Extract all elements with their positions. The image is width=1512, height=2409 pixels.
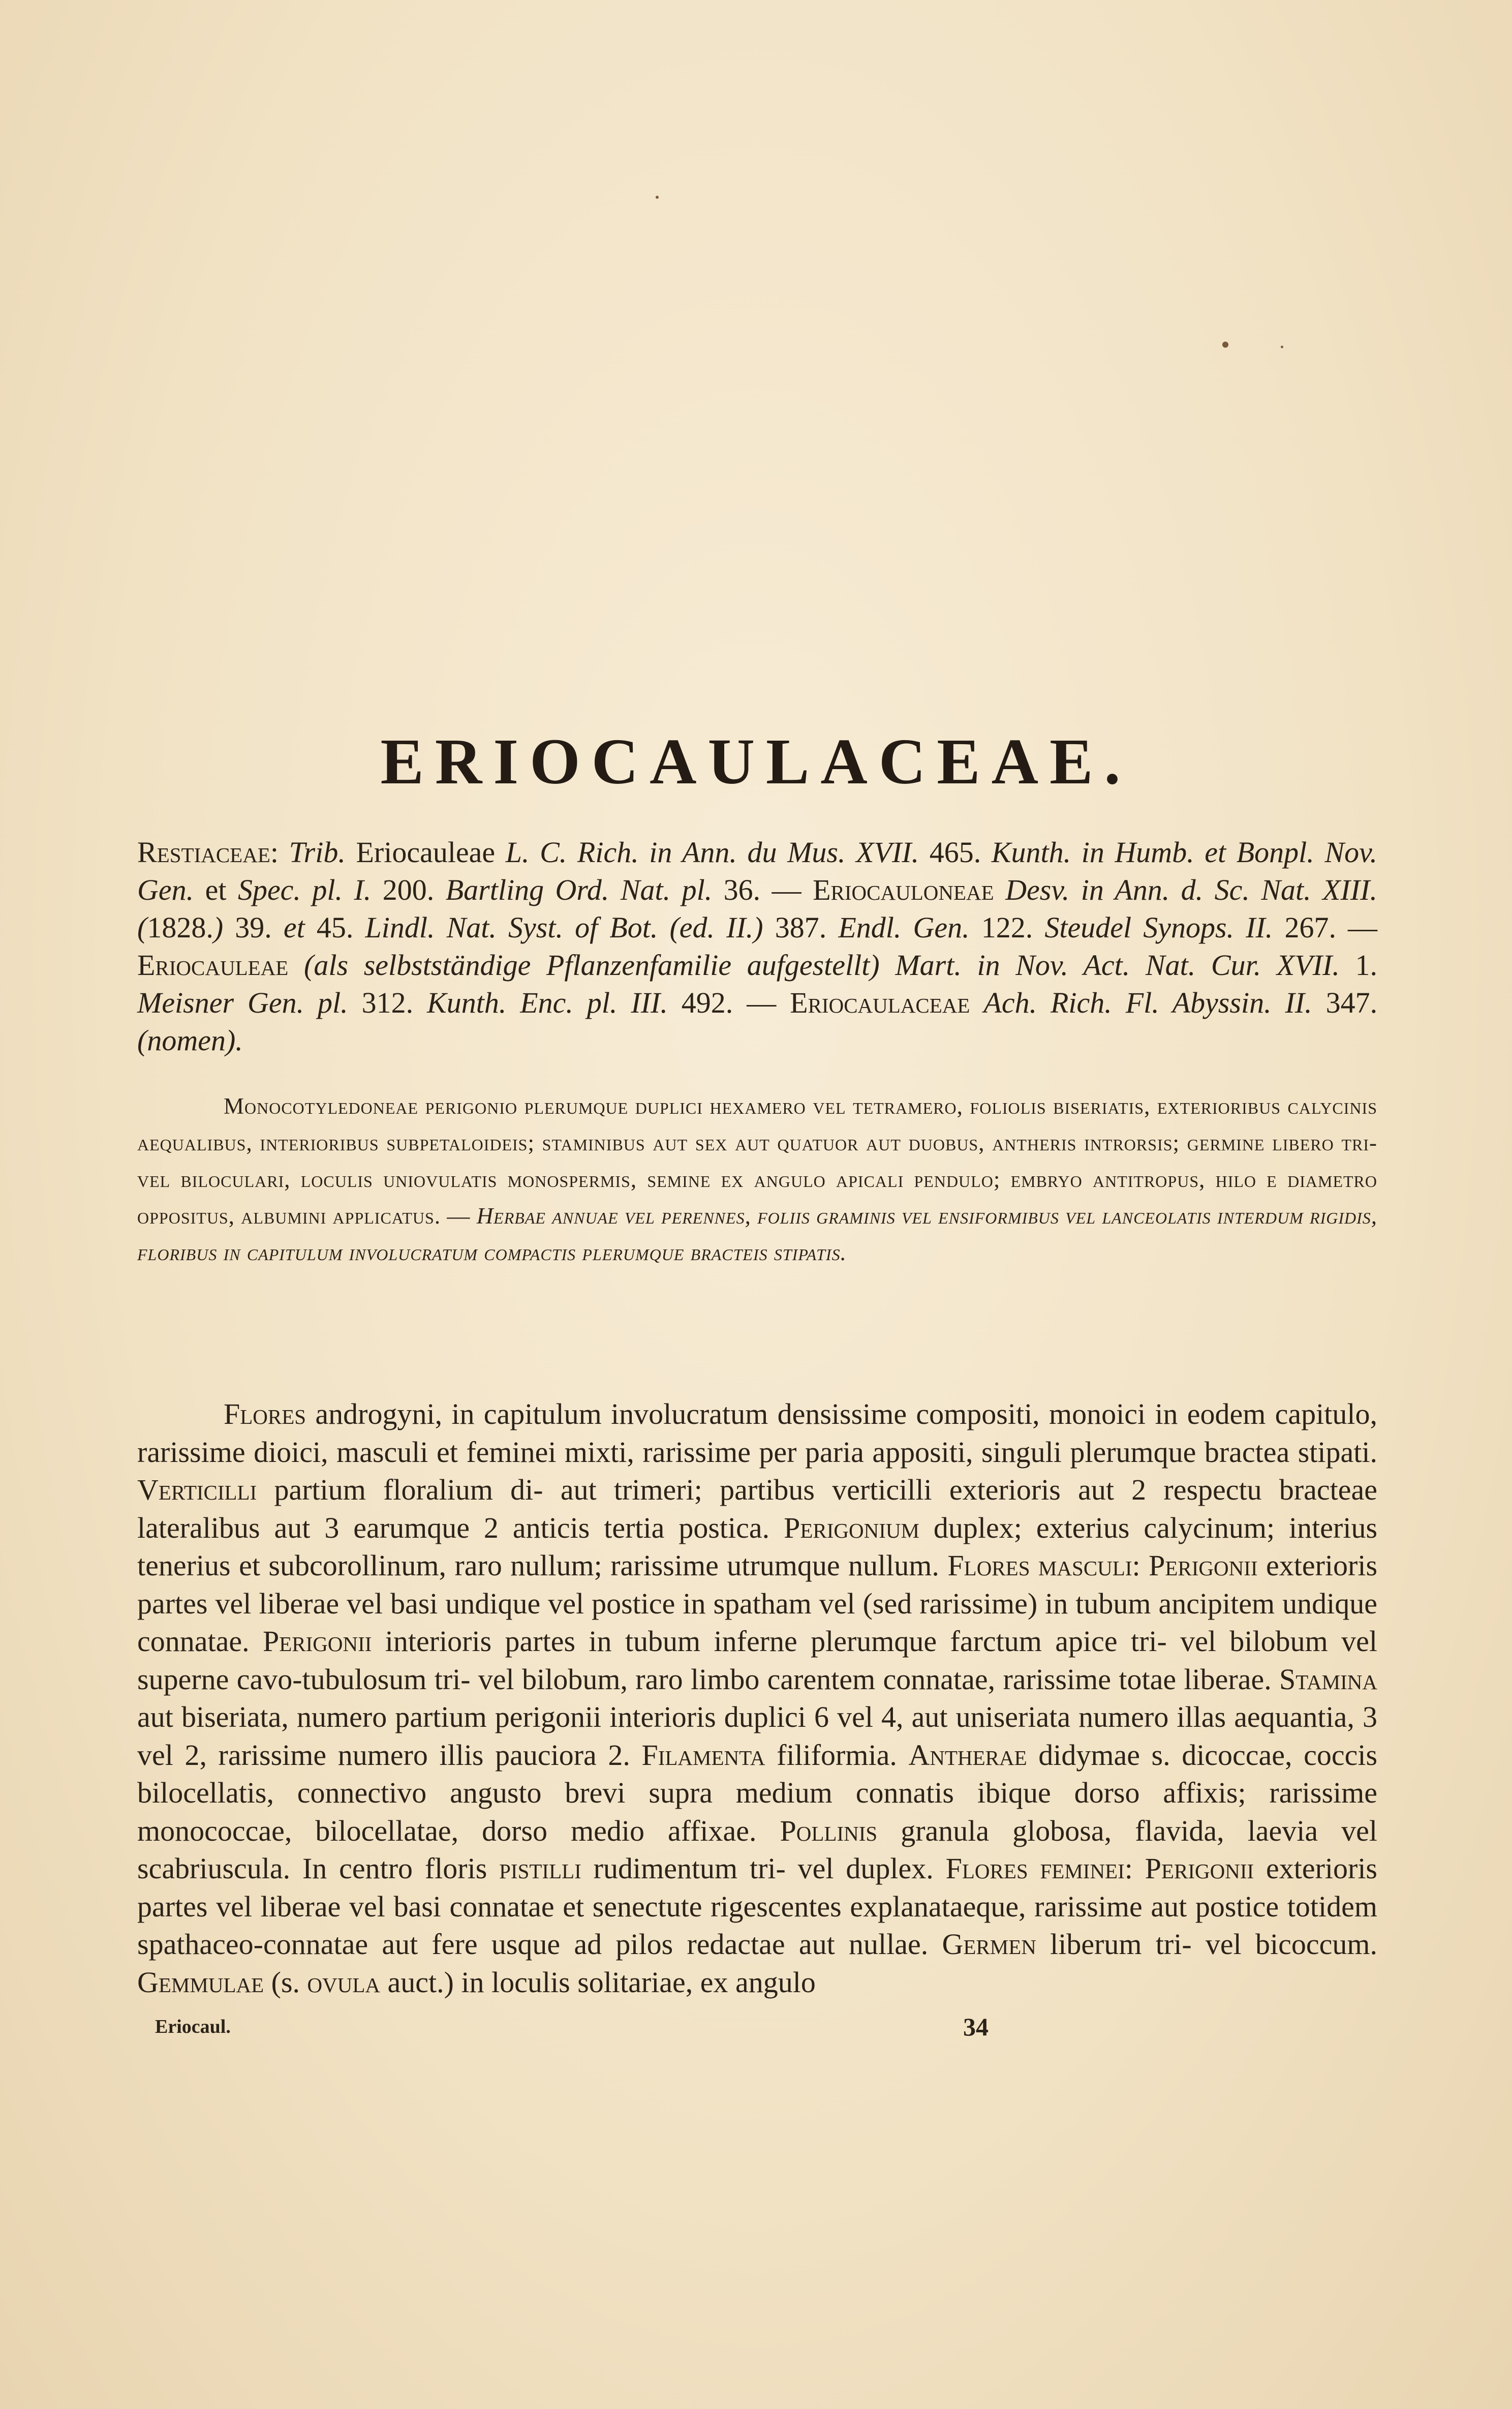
ref-text: Kunth. in Humb. et Bonpl. Nov. Gen. (137, 836, 1378, 906)
body-text: aut biseriata, numero partium perigonii interioris duplici 6 vel 4, aut uniseriata numero illas aequantia, 3 vel 2, rarissime numero illis pauciora 2. (137, 1700, 1377, 1772)
references-paragraph (137, 834, 1377, 1059)
body-text: rudimentum tri- vel duplex. (593, 1852, 934, 1885)
ref-text: Restiaceae: (137, 836, 279, 869)
ref-text: 36. — (723, 873, 801, 906)
character-text: Monocotyledoneae perigonio plerumque duplici hexamero vel tetramero, foliolis biseriatis, exterioribus calycinis aequalibus, interioribus subpetaloideis; staminibus aut sex aut quatuor aut duobus, antheris introrsis; germine libero tri- vel biloculari, loculis uniovulatis monospermis, semine ex angulo apicali pendulo; embryo antitropus, hilo e diametro oppositus, albumini applicatus. — (137, 1093, 1377, 1229)
ref-text: 45. (316, 911, 354, 944)
term: pistilli (499, 1852, 581, 1885)
body-text: liberum tri- vel bicoccum. (1050, 1928, 1378, 1961)
ref-text: et (205, 873, 227, 906)
family-character-paragraph (137, 1088, 1377, 1271)
body-text: didymae s. dicoccae, coccis bilocellatis, connectivo angusto brevi supra medium connatis ibique dorso affixis; rarissime monococcae, bilocellatae, dorso medio affixae. (137, 1738, 1378, 1847)
ref-text: Endl. Gen. (838, 911, 970, 944)
body-text: exterioris partes vel liberae vel basi connatae et senectute rigescentes explanataeque, rarissime aut postice totidem spathaceo-connatae aut fere usque ad pilos redactae aut nullae. (137, 1852, 1377, 1961)
body-text: filiformia. (777, 1738, 897, 1772)
ref-text: 267. — (1284, 911, 1378, 944)
ref-text: L. C. Rich. in Ann. du Mus. XVII. (505, 836, 919, 869)
term: Gemmulae (137, 1965, 264, 1999)
signature-mark: Eriocaul. (155, 2016, 231, 2037)
ref-text: 39. (235, 911, 272, 944)
paper-speck (656, 196, 659, 199)
body-text: (s. (271, 1965, 300, 1999)
ref-text: ) (213, 911, 224, 944)
ref-text: Eriocauleae (137, 949, 289, 982)
ref-text: 347. (1325, 986, 1378, 1019)
ref-text: 1828. (147, 911, 213, 944)
term: Perigonii (1149, 1549, 1258, 1582)
ref-text: 312. (361, 986, 414, 1019)
ref-text: 200. (382, 873, 435, 906)
ref-text: Bartling Ord. Nat. pl. (445, 873, 713, 906)
term: Flores feminei: (945, 1852, 1133, 1885)
body-text: auct.) in loculis solitariae, ex angulo (387, 1965, 816, 1999)
ref-text: 465. (929, 836, 981, 869)
term: Perigonium (784, 1511, 919, 1544)
ref-text: 387. (775, 911, 827, 944)
ref-text: Desv. in Ann. d. Sc. Nat. XIII. ( (137, 873, 1377, 944)
ref-text: Steudel Synops. II. (1044, 911, 1273, 944)
ref-text: Lindl. Nat. Syst. of Bot. (ed. II.) (365, 911, 763, 944)
paper-speck (1222, 342, 1228, 348)
term: Filamenta (641, 1738, 765, 1772)
ref-text: 1. (1355, 949, 1378, 982)
ref-text: Eriocauleae (356, 836, 496, 869)
ref-text: Spec. pl. I. (237, 873, 372, 906)
ref-text: Eriocaulaceae (790, 986, 970, 1019)
body-text: duplex; exterius calycinum; interius tenerius et subcorollinum, raro nullum; rarissime utrumque nullum. (137, 1511, 1378, 1582)
description-paragraph (137, 1395, 1377, 2001)
character-habit-text: Herbae annuae vel perennes, foliis graminis vel ensiformibus vel lanceolatis interdum rigidis, floribus in capitulum involucratum compactis plerumque bracteis stipatis. (137, 1203, 1378, 1265)
ref-text: Kunth. Enc. pl. III. (427, 986, 668, 1019)
body-text: granula globosa, flavida, laevia vel scabriuscula. In centro floris (137, 1814, 1378, 1885)
page-number: 34 (963, 2012, 989, 2041)
term: Verticilli (137, 1473, 257, 1506)
ref-text: Trib. (289, 836, 346, 869)
ref-text: 492. — (681, 986, 777, 1019)
term: Germen (942, 1928, 1036, 1961)
page-title: ERIOCAULACEAE. (380, 725, 1132, 798)
ref-text: Ach. Rich. Fl. Abyssin. II. (983, 986, 1312, 1019)
ref-text: Meisner Gen. pl. (137, 986, 348, 1019)
ref-text: (nomen). (137, 1024, 243, 1057)
body-text: interioris partes in tubum inferne plerumque farctum apice tri- vel bilobum vel superne cavo-tubulosum tri- vel bilobum, raro limbo carentem connatae, rarissime totae liberae. (137, 1625, 1377, 1696)
term: Pollinis (780, 1814, 878, 1847)
body-text: exterioris partes vel liberae vel basi undique vel postice in spatham vel (sed rarissime) in tubum ancipitem undique connatae. (137, 1549, 1378, 1658)
paper-speck (1281, 346, 1283, 348)
term: Antherae (908, 1738, 1027, 1772)
term: Stamina (1279, 1662, 1378, 1696)
ref-text: Eriocauloneae (813, 873, 994, 906)
term: Flores masculi: (947, 1549, 1140, 1582)
term: Perigonii (1145, 1852, 1254, 1885)
term: Flores (224, 1397, 306, 1430)
term: Perigonii (262, 1625, 372, 1658)
term: ovula (307, 1965, 381, 1999)
ref-text: 122. (981, 911, 1033, 944)
ref-text: (als selbstständige Pflanzenfamilie aufgestellt) Mart. in Nov. Act. Nat. Cur. XVII. (304, 949, 1340, 982)
ref-text: et (283, 911, 305, 944)
body-text: partium floralium di- aut trimeri; partibus verticilli exterioris aut 2 respectu bracteae lateralibus aut 3 earumque 2 anticis tertia postica. (137, 1473, 1377, 1544)
body-text: androgyni, in capitulum involucratum densissime compositi, monoici in eodem capitulo, rarissime dioici, masculi et feminei mixti, rarissime per paria appositi, singuli plerumque bractea stipati. (137, 1397, 1377, 1469)
